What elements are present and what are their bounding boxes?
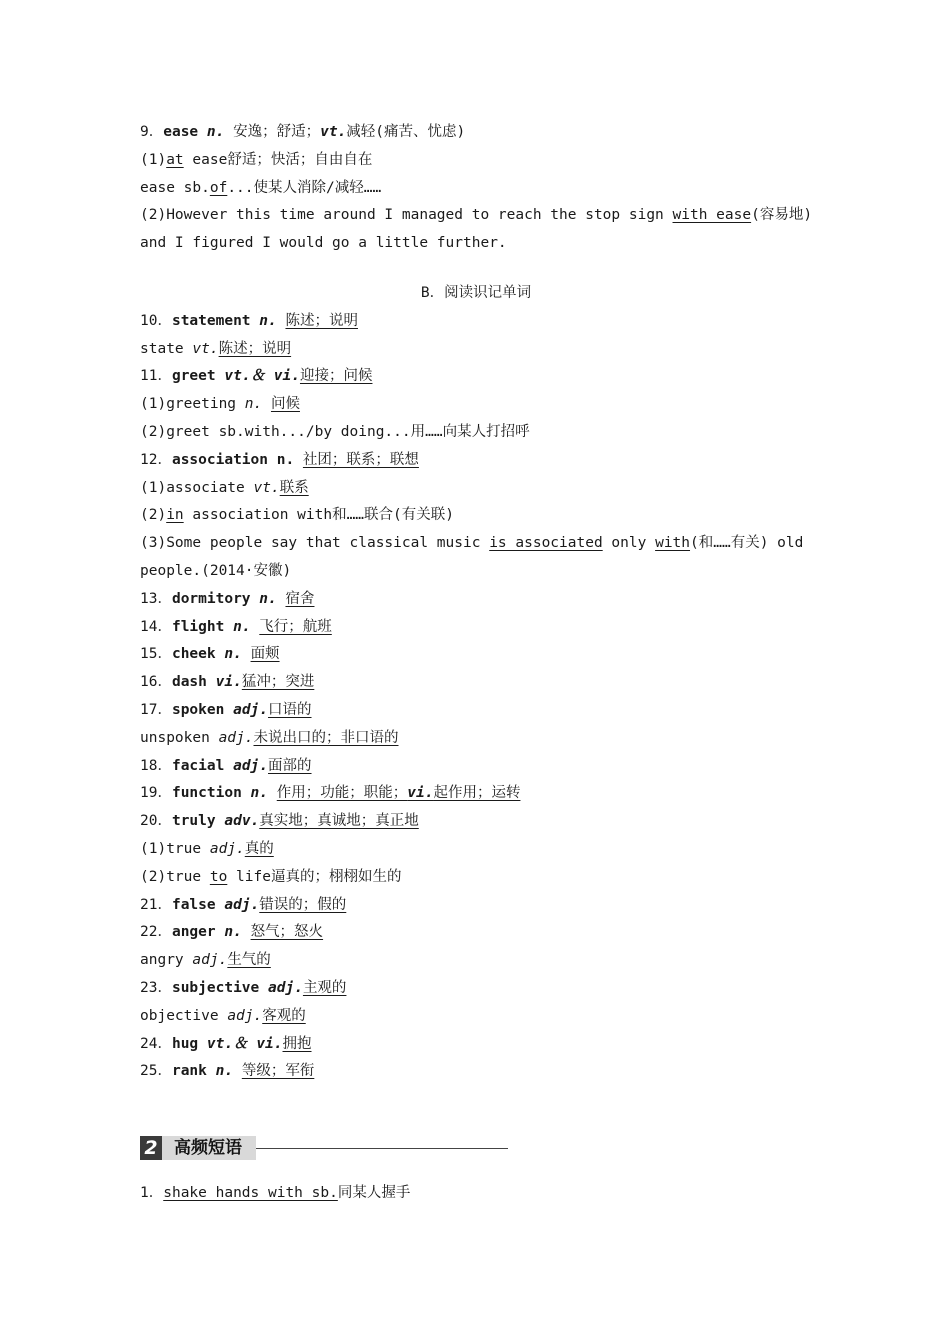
- entry-9: [140, 119, 812, 147]
- entry-12-line-3: [140, 530, 812, 558]
- part-of-speech: adj.: [224, 896, 260, 913]
- entry-12-line-2: [140, 502, 812, 530]
- answer-blank: 飞行；航班: [259, 618, 332, 635]
- entry-20-line-2: [140, 864, 812, 892]
- answer-blank: 迎接；问候: [299, 368, 373, 385]
- text: life逼真的；栩栩如生的: [227, 868, 402, 885]
- answer-blank: 真实地；真诚地；真正地: [259, 813, 419, 830]
- entry-20: [140, 808, 812, 836]
- spacer: [140, 1162, 812, 1180]
- meaning: 安逸；舒适；: [233, 124, 321, 140]
- entry-21: [140, 892, 812, 920]
- entry-number: 25．: [140, 1063, 172, 1080]
- part-of-speech: adj.: [227, 1007, 263, 1024]
- part-of-speech: adj.: [218, 729, 254, 746]
- answer-blank: 陈述；说明: [218, 340, 292, 357]
- answer-blank: 面颊: [250, 646, 280, 663]
- text: association with和……联合(有关联): [183, 507, 454, 524]
- headword: cheek: [171, 646, 216, 663]
- headword: greet: [171, 368, 216, 385]
- entry-number: 19．: [140, 785, 172, 802]
- answer-blank: 猛冲；突进: [241, 674, 315, 691]
- answer-blank: to: [209, 868, 228, 885]
- entry-11: [140, 363, 812, 391]
- entry-number: 15．: [140, 646, 172, 663]
- part-of-speech: vt.: [320, 124, 347, 140]
- text: ease舒适；快活；自由自在: [183, 151, 373, 168]
- part-of-speech: n.: [259, 590, 277, 607]
- part-of-speech: adj.: [233, 701, 269, 718]
- meaning: 同某人握手: [337, 1185, 411, 1202]
- entry-number: 23．: [140, 979, 172, 996]
- answer-blank: with ease: [672, 207, 752, 224]
- text: state: [140, 340, 184, 357]
- part-of-speech: vt.＆ vi.: [224, 368, 300, 385]
- headword: subjective: [171, 979, 260, 996]
- spacer: [140, 1086, 812, 1134]
- page-content: [140, 119, 812, 1208]
- headword: rank: [171, 1063, 207, 1080]
- entry-15: [140, 641, 812, 669]
- entry-number: 1．: [140, 1185, 164, 1202]
- entry-number: 9．: [140, 124, 164, 140]
- entry-number: 10．: [140, 312, 172, 329]
- headword: statement: [171, 312, 251, 329]
- headword: spoken: [171, 701, 225, 718]
- entry-14: [140, 614, 812, 642]
- part-of-speech: n.: [244, 396, 263, 413]
- headword: false: [171, 896, 216, 913]
- headword: anger: [171, 924, 216, 941]
- headword: ease: [163, 124, 199, 140]
- headword: hug: [171, 1035, 199, 1052]
- text: (2)However this time around I managed to reach the stop sign: [140, 207, 673, 224]
- headword: truly: [171, 813, 216, 830]
- entry-number: 17．: [140, 701, 172, 718]
- meaning: 作用；功能；职能；: [276, 785, 408, 802]
- part-of-speech: vt.: [253, 479, 280, 496]
- answer-blank: 拥抱: [282, 1035, 312, 1052]
- answer-blank: 生气的: [227, 952, 271, 969]
- entry-9-line-4: and I figured I would go a little further.: [140, 235, 507, 252]
- heading-rule: [256, 1148, 508, 1149]
- text: unspoken: [140, 729, 210, 746]
- text: (1)greeting: [140, 396, 237, 413]
- entry-9-line-3: [140, 202, 812, 230]
- part-of-speech: n.: [250, 785, 269, 802]
- part-of-speech: adv.: [224, 813, 260, 830]
- entry-9-line-2: [140, 175, 812, 203]
- entry-22-derivative: [140, 947, 812, 975]
- text: (3)Some people say that classical music: [140, 535, 490, 552]
- entry-23-derivative: [140, 1003, 812, 1031]
- headword: flight: [171, 618, 225, 635]
- text: (容易地): [751, 207, 813, 224]
- entry-22: [140, 919, 812, 947]
- text: (2)true: [140, 868, 210, 885]
- part-of-speech: vt.: [192, 340, 219, 357]
- entry-12: [140, 447, 812, 475]
- text: (1)associate: [140, 479, 245, 496]
- entry-25: [140, 1058, 812, 1086]
- text: (1): [140, 151, 167, 168]
- answer-blank: 联系: [279, 479, 309, 496]
- text: only: [602, 535, 656, 552]
- answer-blank: 面部的: [268, 757, 312, 774]
- spacer: [140, 258, 812, 280]
- section-2-heading: [140, 1134, 812, 1162]
- answer-blank: 未说出口的；非口语的: [253, 729, 399, 746]
- headword: association n.: [171, 451, 295, 468]
- answer-blank: 等级；军衔: [241, 1063, 315, 1080]
- entry-17-derivative: [140, 725, 812, 753]
- answer-blank: 主观的: [302, 979, 347, 996]
- headword: function: [171, 785, 242, 802]
- entry-13: [140, 586, 812, 614]
- entry-number: 12．: [140, 451, 172, 468]
- phrase-1: [140, 1180, 812, 1208]
- entry-number: 14．: [140, 618, 172, 635]
- answer-blank: [277, 785, 521, 801]
- part-of-speech: n.: [224, 924, 242, 941]
- text: ...使某人消除/减轻……: [227, 179, 382, 196]
- entry-number: 13．: [140, 590, 172, 607]
- entry-12-line-1: [140, 475, 812, 503]
- answer-blank: of: [209, 179, 228, 196]
- section-b-title: B．阅读识记单词: [420, 284, 532, 301]
- entry-number: 21．: [140, 896, 172, 913]
- entry-11-line-2: (2)greet sb.with.../by doing...用……向某人打招呼: [140, 423, 530, 440]
- answer-blank: 错误的；假的: [259, 896, 347, 913]
- part-of-speech: n.: [233, 618, 251, 635]
- answer-blank: is associated: [489, 535, 603, 552]
- entry-20-line-1: [140, 836, 812, 864]
- answer-blank: 客观的: [262, 1007, 306, 1024]
- headword: facial: [171, 757, 225, 774]
- part-of-speech: adj.: [192, 952, 228, 969]
- answer-blank: 社团；联系；联想: [302, 451, 419, 468]
- part-of-speech: adj.: [209, 840, 245, 857]
- entry-24: [140, 1031, 812, 1059]
- answer-blank: 怒气；怒火: [250, 924, 324, 941]
- part-of-speech: vi.: [407, 785, 434, 802]
- entry-19: [140, 780, 812, 808]
- part-of-speech: n.: [224, 646, 242, 663]
- entry-10-derivative: [140, 336, 812, 364]
- answer-blank: 口语的: [268, 701, 312, 718]
- answer-blank: in: [166, 507, 184, 524]
- entry-23: [140, 975, 812, 1003]
- meaning: 减轻(痛苦、忧虑): [346, 124, 466, 140]
- answer-blank: with: [655, 535, 691, 552]
- entry-10: [140, 308, 812, 336]
- part-of-speech: n.: [259, 312, 277, 329]
- text: ease sb.: [140, 179, 210, 196]
- headword: dash: [171, 674, 207, 691]
- meaning: 起作用；运转: [433, 785, 521, 802]
- part-of-speech: n.: [206, 124, 225, 140]
- answer-blank: at: [166, 151, 184, 168]
- section-title: 高频短语: [162, 1136, 256, 1160]
- answer-blank: shake hands with sb.: [163, 1185, 338, 1202]
- answer-blank: 宿舍: [285, 590, 315, 607]
- headword: dormitory: [171, 590, 251, 607]
- entry-17: [140, 697, 812, 725]
- part-of-speech: adj.: [233, 757, 269, 774]
- entry-number: 16．: [140, 674, 172, 691]
- text: angry: [140, 952, 184, 969]
- answer-blank: 真的: [244, 840, 274, 857]
- part-of-speech: adj.: [268, 979, 303, 996]
- answer-blank: 问候: [270, 396, 300, 413]
- entry-number: 20．: [140, 813, 172, 830]
- section-number-badge: 2: [140, 1136, 162, 1160]
- entry-11-line-1: [140, 391, 812, 419]
- entry-number: 18．: [140, 757, 172, 774]
- entry-number: 24．: [140, 1035, 172, 1052]
- entry-16: [140, 669, 812, 697]
- entry-12-line-4: people.(2014·安徽): [140, 562, 292, 579]
- part-of-speech: vi.: [215, 674, 242, 691]
- entry-9-line-1: [140, 147, 812, 175]
- text: (和……有关) old: [690, 535, 804, 552]
- entry-18: [140, 753, 812, 781]
- text: objective: [140, 1007, 219, 1024]
- text: (2): [140, 507, 167, 524]
- answer-blank: 陈述；说明: [285, 312, 358, 329]
- part-of-speech: n.: [215, 1063, 234, 1080]
- entry-number: 11．: [140, 368, 172, 385]
- text: (1)true: [140, 840, 202, 857]
- entry-number: 22．: [140, 924, 172, 941]
- part-of-speech: vt.＆ vi.: [206, 1035, 283, 1052]
